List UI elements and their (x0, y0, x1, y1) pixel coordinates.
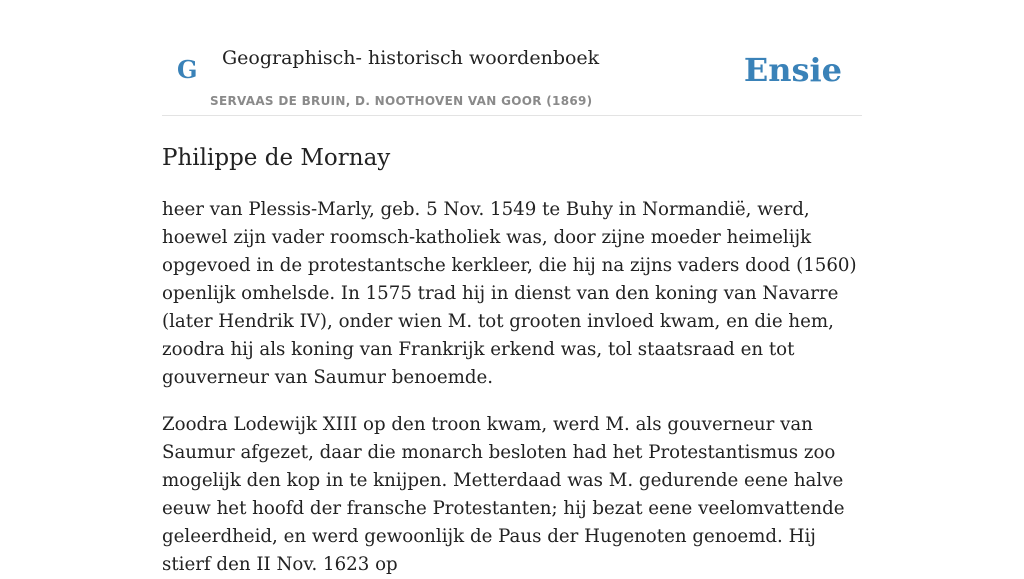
source-authors: SERVAAS DE BRUIN, D. NOOTHOVEN VAN GOOR (1869) (210, 94, 593, 108)
entry-paragraph-1: heer van Plessis-Marly, geb. 5 Nov. 1549 te Buhy in Normandië, werd, hoewel zijn vader roomsch-katholiek was, door zijne moeder heimelijk opgevoed in de protestantsche kerkleer, die hij na zijns vaders dood (1560) openlijk omhelsde. In 1575 trad hij in dienst van den koning van Navarre (later Hendrik IV), onder wien M. tot grooten invloed kwam, en die hem, zoodra hij als koning van Frankrijk erkend was, tol staatsraad en tot gouverneur van Saumur benoemde. (162, 199, 857, 388)
entry-title: Philippe de Mornay (162, 145, 391, 171)
source-title-link[interactable]: Geographisch- historisch woordenboek (222, 47, 600, 69)
ensie-logo-link[interactable]: Ensie (743, 51, 842, 89)
source-letter-icon[interactable]: G (177, 55, 198, 84)
entry-paragraph-2: Zoodra Lodewijk XIII op den troon kwam, werd M. als gouverneur van Saumur afgezet, daar die monarch besloten had het Protestantismus zoo mogelijk den kop in te knijpen. Metterdaad was M. gedurende eene halve eeuw het hoofd der fransche Protestanten; hij bezat eene veelomvattende geleerdheid, en werd gewoonlijk de Paus der Hugenoten genoemd. Hij stierf den II Nov. 1623 op (162, 414, 845, 575)
source-header (162, 0, 862, 116)
page (162, 0, 862, 579)
